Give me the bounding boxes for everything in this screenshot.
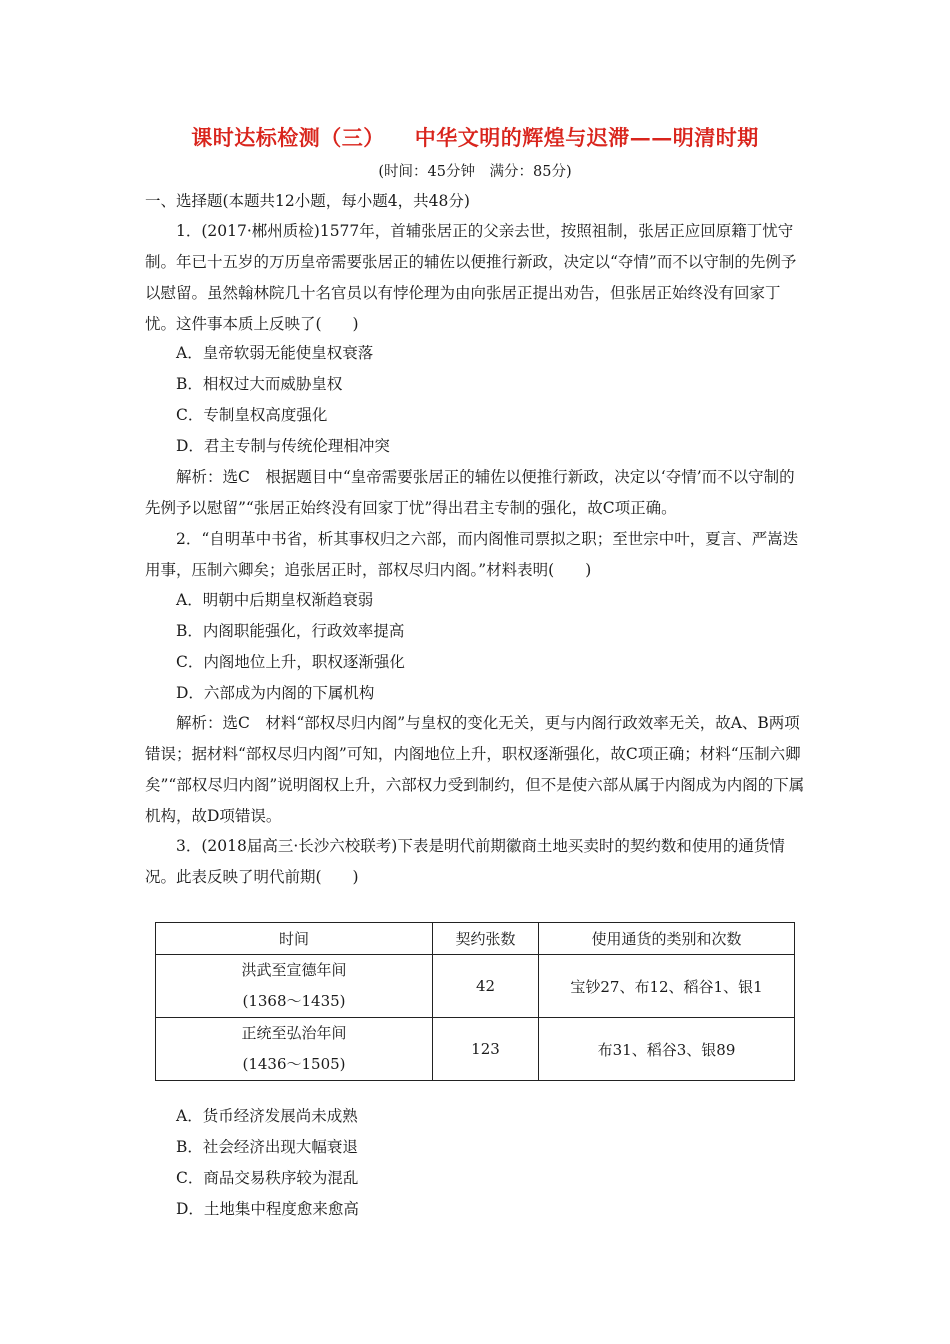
table-cell-count: 123 (433, 1018, 539, 1081)
period-years: (1436～1505) (242, 1055, 346, 1073)
table-header: 使用通货的类别和次数 (539, 923, 795, 955)
q2-option-b: B．内阁职能强化，行政效率提高 (176, 622, 405, 640)
q2-analysis: 解析：选C 材料“部权尽归内阁”与皇权的变化无关，更与内阁行政效率无关，故A、B两项错误；据材料“部权尽归内阁”可知，内阁地位上升，职权逐渐强化，故C项正确；材料“压制六卿矣”“部权尽归内阁”说明阁权上升，六部权力受到制约，但不是使六部从属于内阁成为内阁的下属机构，故D项错误。 (145, 714, 805, 825)
table-cell-period (156, 955, 433, 1018)
table-cell-currency: 宝钞27、布12、稻谷1、银1 (539, 955, 795, 1018)
table-header: 契约张数 (433, 923, 539, 955)
exam-meta: (时间：45分钟 满分：85分) (378, 164, 572, 180)
q1-option-b: B．相权过大而威胁皇权 (176, 375, 343, 393)
table-cell-currency: 布31、稻谷3、银89 (539, 1018, 795, 1081)
table-header: 时间 (156, 923, 433, 955)
q1-option-d: D．君主专制与传统伦理相冲突 (176, 437, 390, 455)
q3-stem: 3．(2018届高三·长沙六校联考)下表是明代前期徽商土地买卖时的契约数和使用的通货情况。此表反映了明代前期( ) (145, 837, 785, 886)
q2-stem: 2．“自明革中书省，析其事权归之六部，而内阁惟司票拟之职；至世宗中叶，夏言、严嵩迭用事，压制六卿矣；追张居正时，部权尽归内阁。”材料表明( ) (145, 530, 799, 579)
q3-table (155, 922, 795, 1081)
table-header-row (156, 923, 795, 955)
q1-option-c: C．专制皇权高度强化 (176, 406, 328, 424)
q2-option-c: C．内阁地位上升，职权逐渐强化 (176, 653, 405, 671)
q3-option-d: D．土地集中程度愈来愈高 (176, 1200, 359, 1218)
q1-stem: 1．(2017·郴州质检)1577年，首辅张居正的父亲去世，按照祖制，张居正应回原籍丁忧守制。年已十五岁的万历皇帝需要张居正的辅佐以便推行新政，决定以“夺情”而不以守制的先例予以慰留。虽然翰林院几十名官员以有悖伦理为由向张居正提出劝告，但张居正始终没有回家丁忧。这件事本质上反映了( ) (145, 222, 797, 333)
q3-option-b: B．社会经济出现大幅衰退 (176, 1138, 358, 1156)
table-row (156, 955, 795, 1018)
section-heading: 一、选择题(本题共12小题，每小题4，共48分) (145, 192, 470, 210)
q1-option-a: A．皇帝软弱无能使皇权衰落 (176, 344, 374, 362)
table-cell-count: 42 (433, 955, 539, 1018)
table-cell-period (156, 1018, 433, 1081)
q3-option-c: C．商品交易秩序较为混乱 (176, 1169, 359, 1187)
q2-option-a: A．明朝中后期皇权渐趋衰弱 (176, 591, 374, 609)
period-name: 洪武至宣德年间 (241, 961, 347, 979)
page-title (0, 122, 950, 152)
q1-analysis: 解析：选C 根据题目中“皇帝需要张居正的辅佐以便推行新政，决定以‘夺情’而不以守制的先例予以慰留”“张居正始终没有回家丁忧”得出君主专制的强化，故C项正确。 (145, 468, 795, 517)
table-row (156, 1018, 795, 1081)
period-years: (1368～1435) (242, 992, 346, 1010)
period-name: 正统至弘治年间 (241, 1024, 347, 1042)
q2-option-d: D．六部成为内阁的下属机构 (176, 684, 375, 702)
title-part2: 中华文明的辉煌与迟滞——明清时期 (414, 125, 759, 150)
title-part1: 课时达标检测（三） (191, 125, 385, 150)
q3-option-a: A．货币经济发展尚未成熟 (176, 1107, 358, 1125)
